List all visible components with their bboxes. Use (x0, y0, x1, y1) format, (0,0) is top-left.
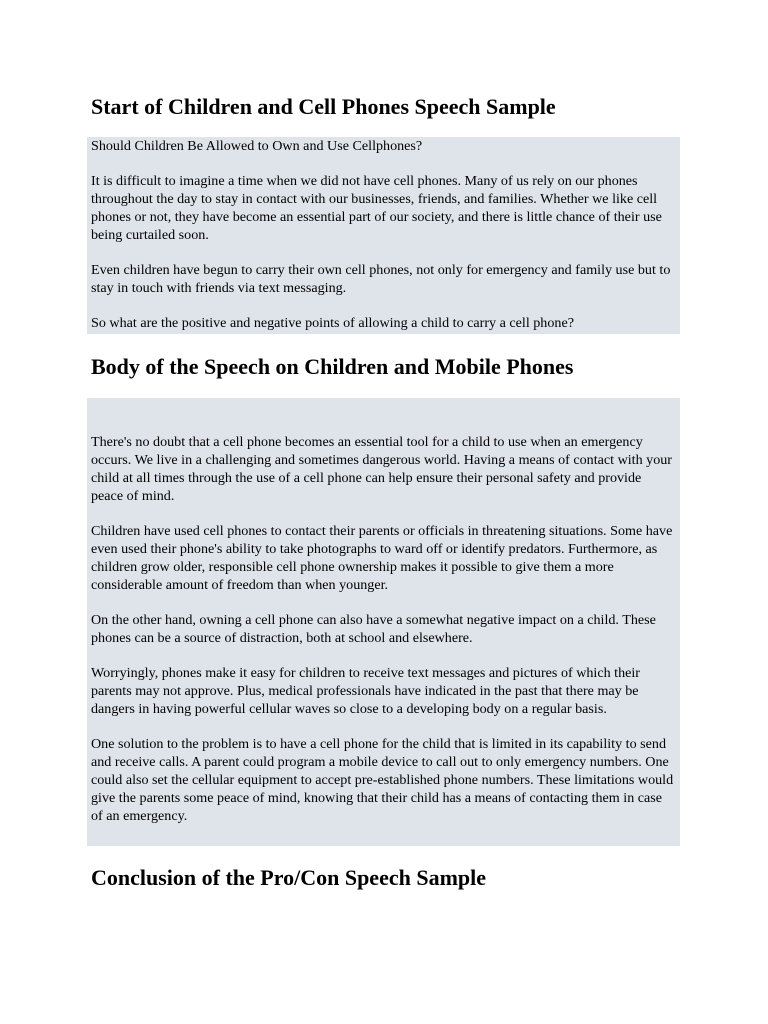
body-paragraph: There's no doubt that a cell phone becomes an essential tool for a child to use when an emergency occurs. We live in a challenging and sometimes dangerous world. Having a means of contact with your child at all times through the use of a cell phone can help ensure their personal safety and provide peace of mind. (91, 434, 672, 504)
intro-paragraph: So what are the positive and negative points of allowing a child to carry a cell phone? (91, 315, 574, 331)
section-heading-start: Start of Children and Cell Phones Speech Sample (91, 94, 556, 119)
intro-shaded-block (87, 137, 680, 334)
section-heading-conclusion: Conclusion of the Pro/Con Speech Sample (91, 865, 487, 890)
body-shaded-block (87, 398, 680, 846)
intro-question: Should Children Be Allowed to Own and Use Cellphones? (91, 138, 423, 154)
body-paragraph: On the other hand, owning a cell phone can also have a somewhat negative impact on a child. These phones can be a source of distraction, both at school and elsewhere. (91, 612, 656, 646)
body-paragraph: One solution to the problem is to have a cell phone for the child that is limited in its capability to send and receive calls. A parent could program a mobile device to call out to only emergency numbers. One could also set the cellular equipment to accept pre-established phone numbers. These limitations would give the parents some peace of mind, knowing that their child has a means of contacting them in case of an emergency. (91, 736, 674, 824)
body-paragraph: Worryingly, phones make it easy for children to receive text messages and pictures of which their parents may not approve. Plus, medical professionals have indicated in the past that there may be dangers in having powerful cellular waves so close to a developing body on a regular basis. (91, 665, 640, 717)
intro-paragraph: Even children have begun to carry their own cell phones, not only for emergency and family use but to stay in touch with friends via text messaging. (91, 262, 671, 296)
intro-paragraph: It is difficult to imagine a time when we did not have cell phones. Many of us rely on our phones throughout the day to stay in contact with our businesses, friends, and families. Whether we like cell phones or not, they have become an essential part of our society, and there is little chance of their use being curtailed soon. (91, 173, 662, 243)
section-heading-body: Body of the Speech on Children and Mobile Phones (91, 354, 574, 379)
body-paragraph: Children have used cell phones to contact their parents or officials in threatening situations. Some have even used their phone's ability to take photographs to ward off or identify predators. Furthermore, as children grow older, responsible cell phone ownership makes it possible to give them a more considerable amount of freedom than when younger. (91, 523, 673, 593)
